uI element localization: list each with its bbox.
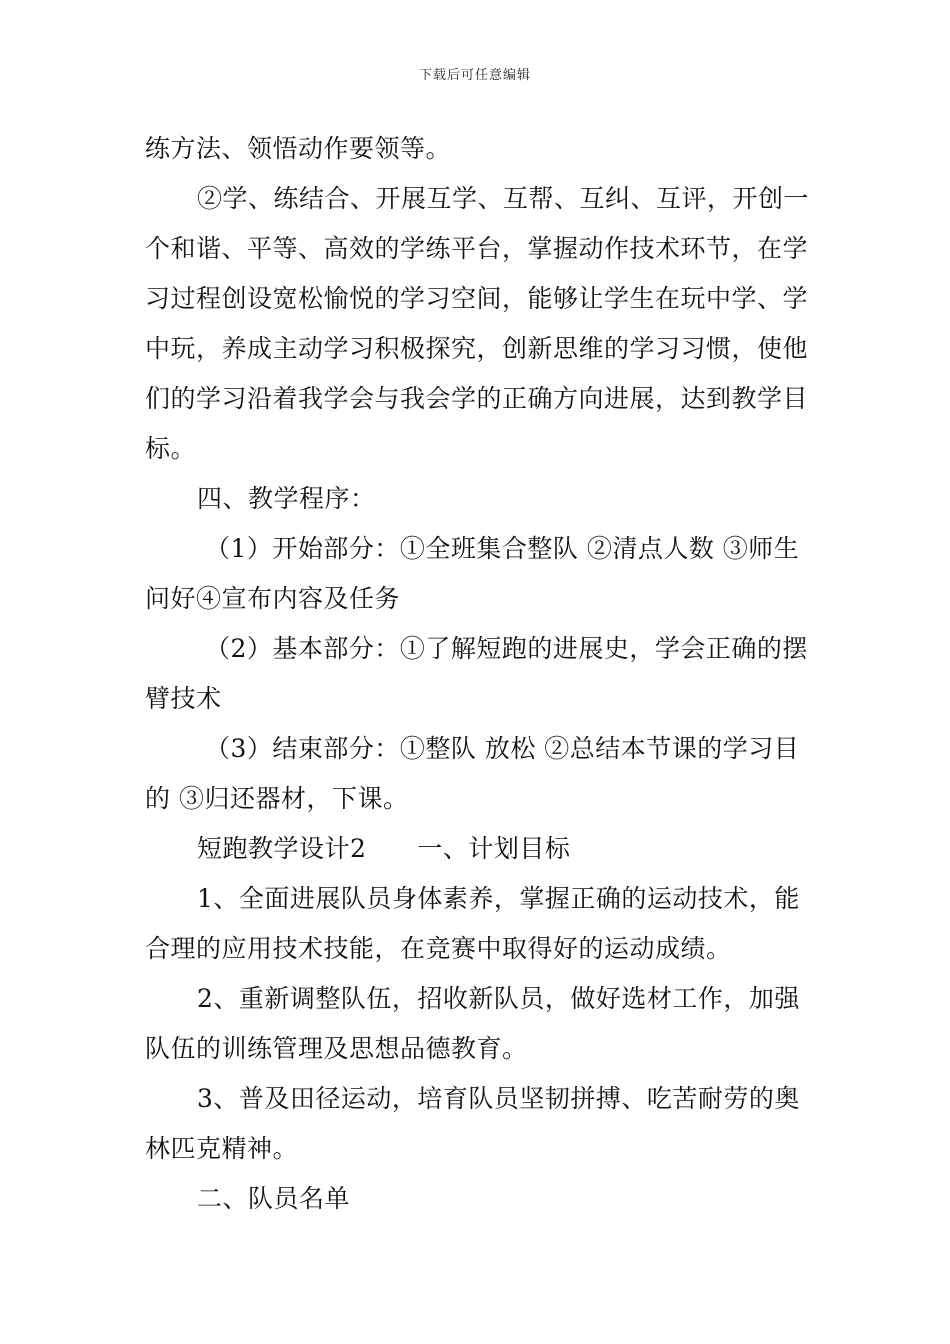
paragraph-goal-1: 1、全面进展队员身体素养，掌握正确的运动技术，能合理的应用技术技能，在竞赛中取得好的运动成绩。 <box>145 884 800 963</box>
paragraph-end-part: （3）结束部分：①整队 放松 ②总结本节课的学习目的 ③归还器材，下课。 <box>145 734 800 813</box>
paragraph-goal-2: 2、重新调整队伍，招收新队员，做好选材工作，加强队伍的训练管理及思想品德教育。 <box>145 984 800 1063</box>
paragraph-continuation: 练方法、领悟动作要领等。 <box>145 134 452 163</box>
paragraph-goal-3: 3、普及田径运动，培育队员坚韧拼搏、吃苦耐劳的奥林匹克精神。 <box>145 1084 800 1163</box>
paragraph-teaching-method: ②学、练结合、开展互学、互帮、互纠、互评，开创一个和谐、平等、高效的学练平台，掌握动作技术环节，在学习过程创设宽松愉悦的学习空间，能够让学生在玩中学、学中玩，养成主动学习积极探究，创新思维的学习习惯，使他们的学习沿着我学会与我会学的正确方向进展，达到教学目标。 <box>145 184 810 463</box>
page-header: 下载后可任意编辑 <box>418 68 531 83</box>
paragraph-basic-part: （2）基本部分：①了解短跑的进展史，学会正确的摆臂技术 <box>145 634 808 713</box>
section-heading-roster: 二、队员名单 <box>197 1184 351 1213</box>
section-heading-procedure: 四、教学程序： <box>197 484 376 513</box>
paragraph-start-part: （1）开始部分：①全班集合整队 ②清点人数 ③师生问好④宣布内容及任务 <box>145 534 800 613</box>
document-body <box>145 124 810 1224</box>
section-heading-design-2: 短跑教学设计2 一、计划目标 <box>197 834 571 863</box>
